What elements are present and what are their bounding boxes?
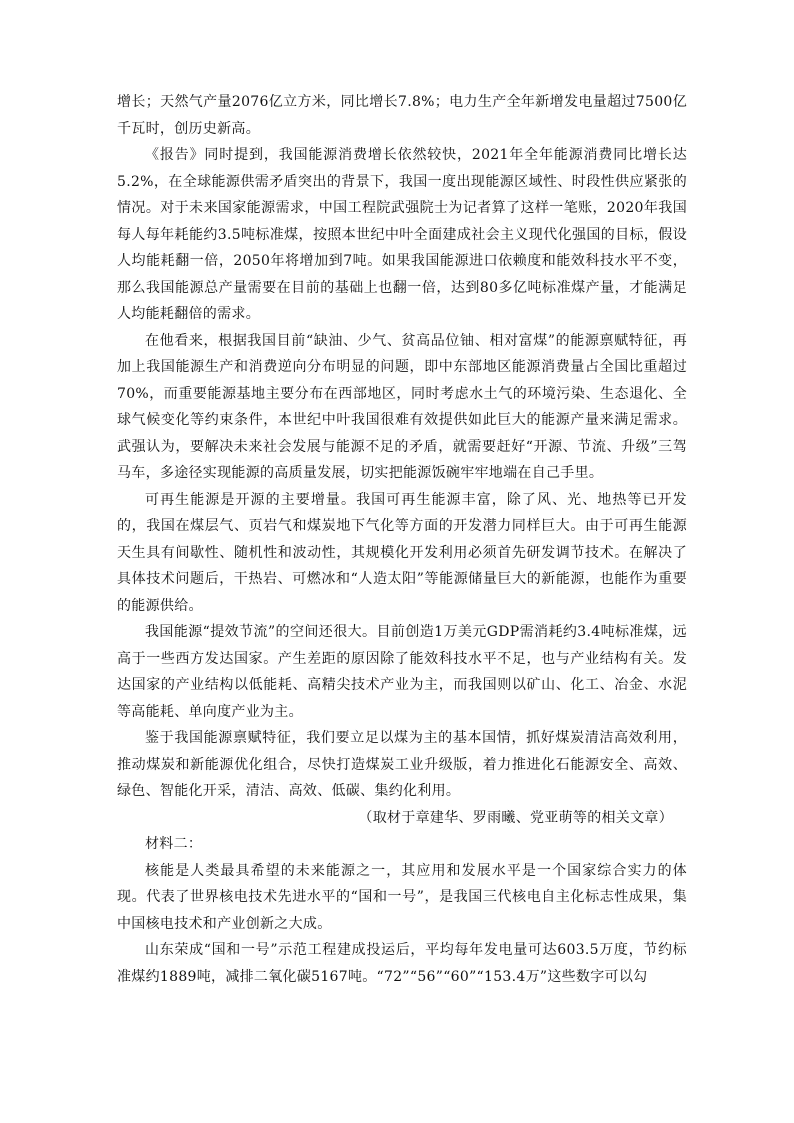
paragraph-guohe-one: 山东荣成“国和一号”示范工程建成投运后，平均每年发电量可达603.5万度，节约标准煤约1889吨，减排二氧化碳5167吨。“72”“56”“60”“153.4万”这些数字可以勾 [117, 942, 687, 985]
material-two-label: 材料二： [145, 836, 203, 852]
paragraph-nuclear-energy: 核能是人类最具希望的未来能源之一，其应用和发展水平是一个国家综合实力的体现。代表了世界核电技术先进水平的“国和一号”，是我国三代核电自主化标志性成果，集中国核电技术和产业创新之大成。 [117, 862, 687, 932]
paragraph-report: 《报告》同时提到，我国能源消费增长依然较快，2021年全年能源消费同比增长达5.2%，在全球能源供需矛盾突出的背景下，我国一度出现能源区域性、时段性供应紧张的情况。对于未来国家能源需求，中国工程院武强院士为记者算了这样一笔账，2020年我国每人每年耗能约3.5吨标准煤，按照本世纪中叶全面建成社会主义现代化强国的目标，假设人均能耗翻一倍，2050年将增加到7吨。如果我国能源进口依赖度和能效科技水平不变，那么我国能源总产量需要在目前的基础上也翻一倍，达到80多亿吨标准煤产量，才能满足人均能耗翻倍的需求。 [117, 147, 687, 322]
paragraph-efficiency: 我国能源“提效节流”的空间还很大。目前创造1万美元GDP需消耗约3.4吨标准煤，远高于一些西方发达国家。产生差距的原因除了能效科技水平不足，也与产业结构有关。发达国家的产业结构以低能耗、高精尖技术产业为主，而我国则以矿山、化工、冶金、水泥等高能耗、单向度产业为主。 [117, 624, 687, 720]
paragraph-coal-policy: 鉴于我国能源禀赋特征，我们要立足以煤为主的基本国情，抓好煤炭清洁高效利用，推动煤炭和新能源优化组合，尽快打造煤炭工业升级版，着力推进化石能源安全、高效、绿色、智能化开采，清洁、高效、低碳、集约化利用。 [117, 730, 687, 799]
source-citation: （取材于章建华、罗雨曦、党亚萌等的相关文章） [358, 809, 673, 826]
paragraph-energy-endowment: 在他看来，根据我国目前“缺油、少气、贫高品位铀、相对富煤”的能源禀赋特征，再加上我国能源生产和消费逆向分布明显的问题，即中东部地区能源消费量占全国比重超过70%，而重要能源基地主要分布在西部地区，同时考虑水土气的环境污染、生态退化、全球气候变化等约束条件，本世纪中叶我国很难有效提供如此巨大的能源产量来满足需求。武强认为，要解决未来社会发展与能源不足的矛盾，就需要赶好“开源、节流、升级”三驾马车，多途径实现能源的高质量发展，切实把能源饭碗牢牢地端在自己手里。 [117, 332, 687, 481]
paragraph-renewable-energy: 可再生能源是开源的主要增量。我国可再生能源丰富，除了风、光、地热等已开发的，我国在煤层气、页岩气和煤炭地下气化等方面的开发潜力同样巨大。由于可再生能源天生具有间歇性、随机性和波动性，其规模化开发利用必须首先研发调节技术。在解决了具体技术问题后，干热岩、可燃冰和“人造太阳”等能源储量巨大的新能源，也能作为重要的能源供给。 [117, 491, 687, 614]
document-body [117, 89, 687, 990]
paragraph-continuation: 增长；天然气产量2076亿立方米，同比增长7.8%；电力生产全年新增发电量超过7500亿千瓦时，创历史新高。 [117, 94, 687, 137]
